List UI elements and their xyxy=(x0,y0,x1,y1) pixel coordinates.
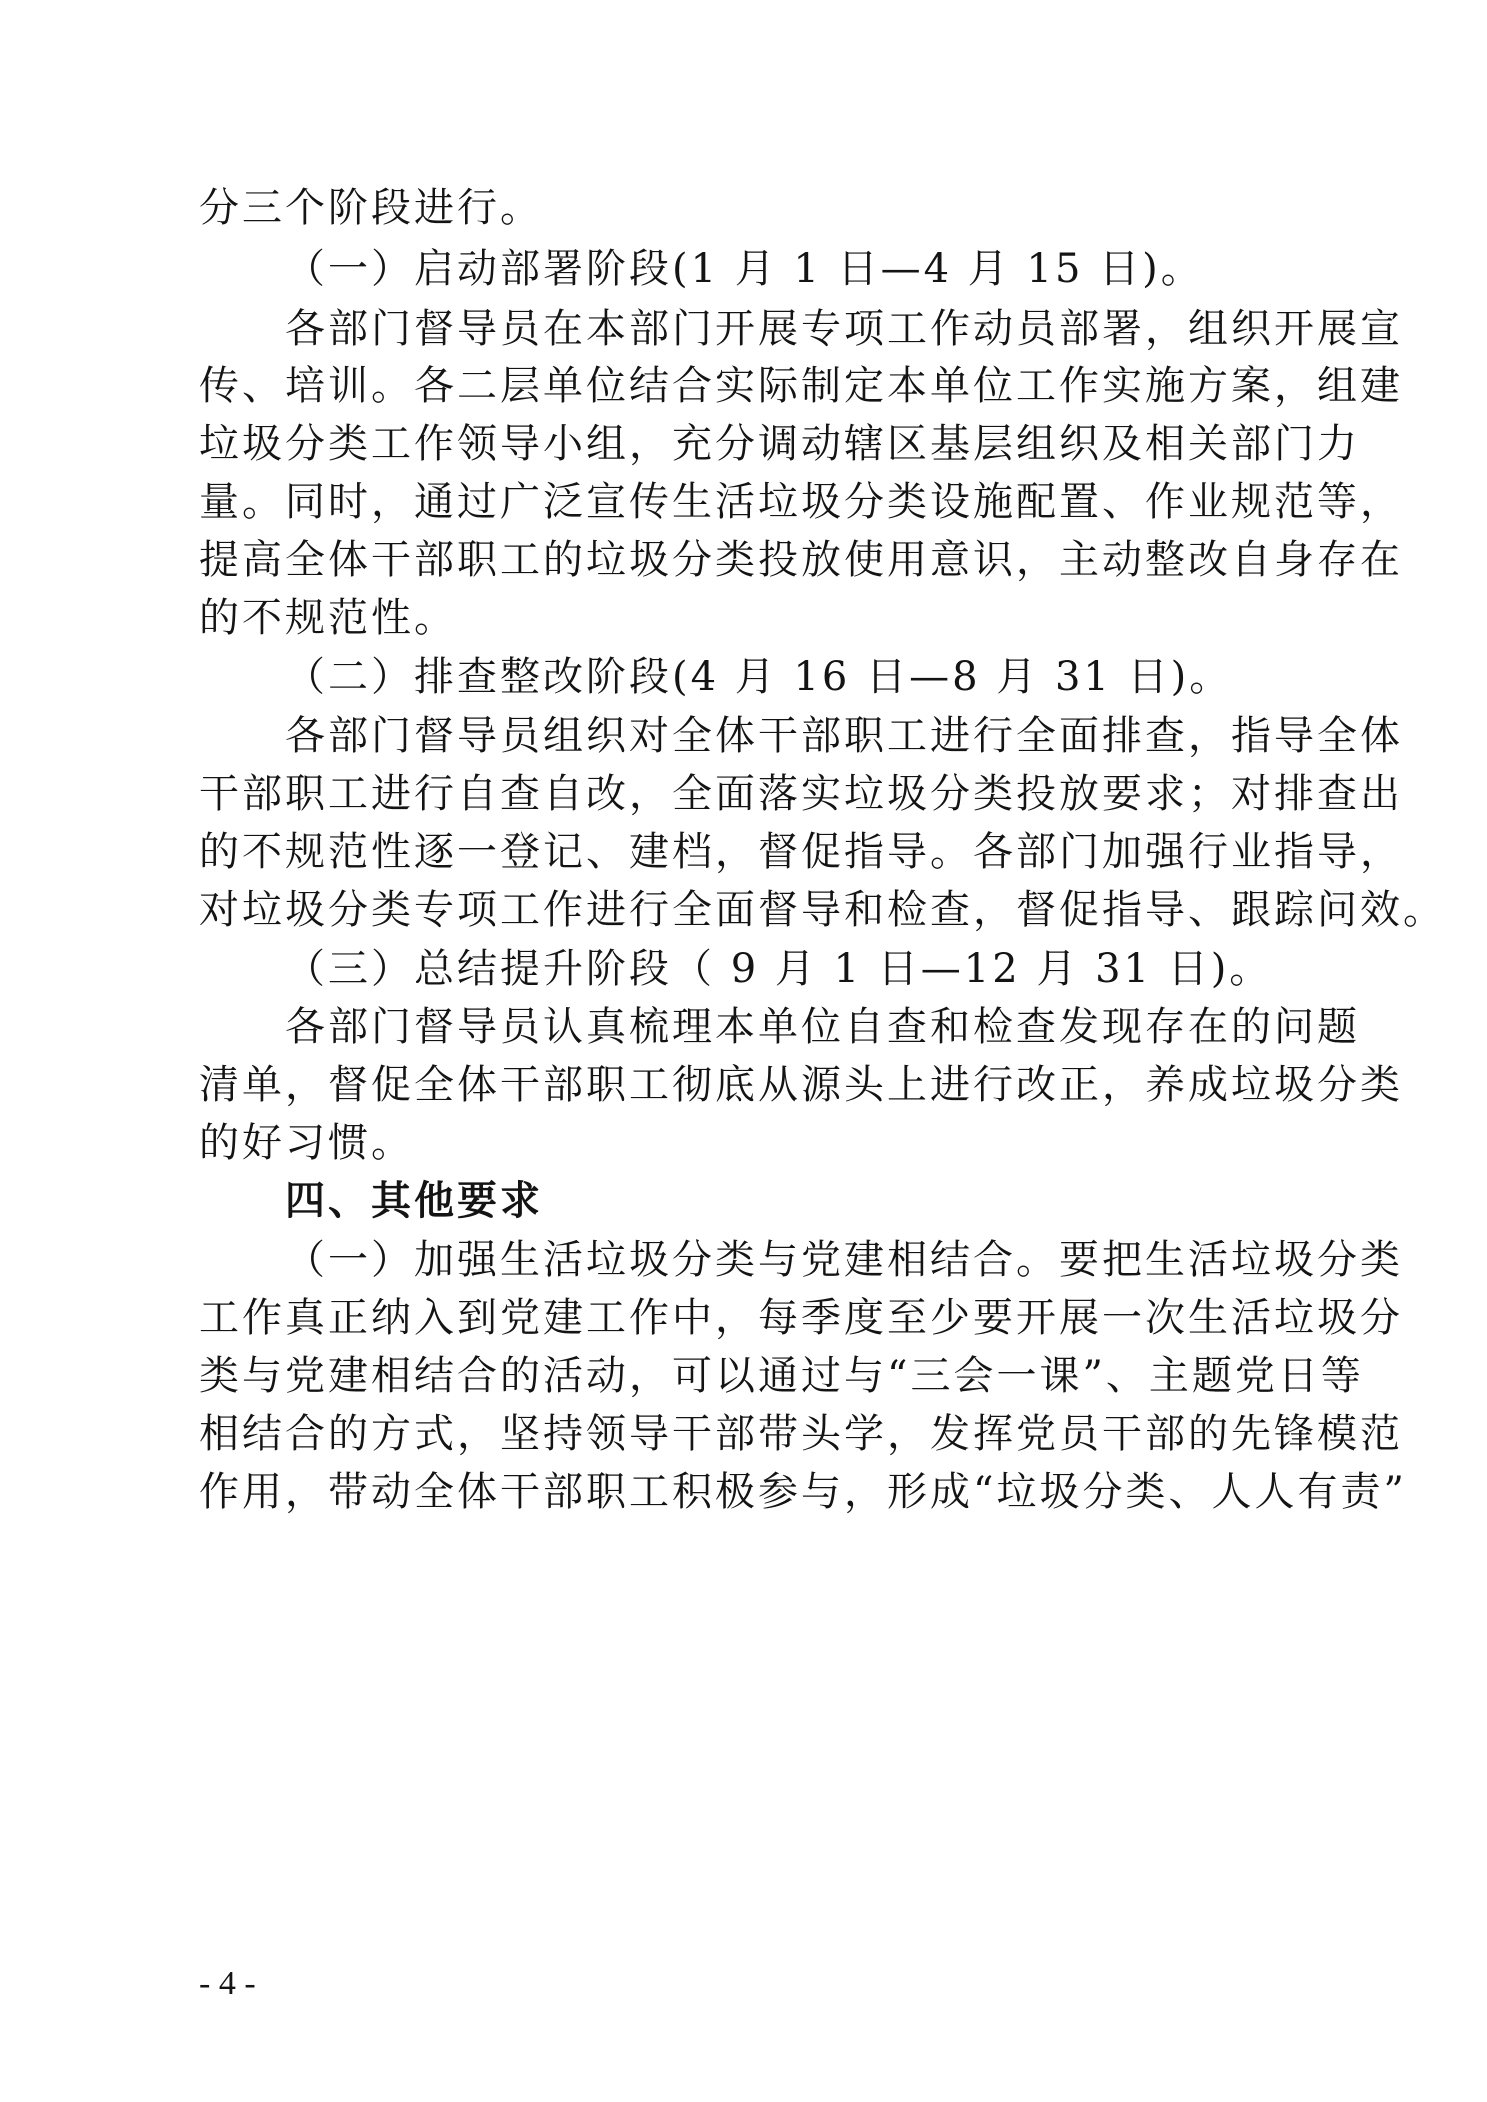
text-line: 传、培训。各二层单位结合实际制定本单位工作实施方案，组建 xyxy=(199,363,1403,409)
page-number: - 4 - xyxy=(199,1965,256,2002)
text-line: 垃圾分类工作领导小组，充分调动辖区基层组织及相关部门力 xyxy=(199,421,1360,467)
text-line: 各部门督导员认真梳理本单位自查和检查发现存在的问题 xyxy=(285,1004,1360,1050)
text-line: 量。同时，通过广泛宣传生活垃圾分类设施配置、作业规范等， xyxy=(199,479,1403,525)
text-line: 工作真正纳入到党建工作中，每季度至少要开展一次生活垃圾分 xyxy=(199,1295,1403,1341)
text-line: 提高全体干部职工的垃圾分类投放使用意识，主动整改自身存在 xyxy=(199,537,1403,583)
section-heading: 四、其他要求 xyxy=(285,1177,543,1224)
text-line: 对垃圾分类专项工作进行全面督导和检查，督促指导、跟踪问效。 xyxy=(199,887,1446,933)
text-line: 相结合的方式，坚持领导干部带头学，发挥党员干部的先锋模范 xyxy=(199,1411,1403,1457)
text-line: 的不规范性。 xyxy=(199,595,457,641)
text-line: 干部职工进行自查自改，全面落实垃圾分类投放要求；对排查出 xyxy=(199,771,1403,817)
text-line: 分三个阶段进行。 xyxy=(199,185,543,231)
stage-heading-inspection: （二）排查整改阶段(4 月 16 日—8 月 31 日)。 xyxy=(285,654,1233,700)
text-line: 类与党建相结合的活动，可以通过与“三会一课”、主题党日等 xyxy=(199,1353,1364,1399)
text-line: 清单，督促全体干部职工彻底从源头上进行改正，养成垃圾分类 xyxy=(199,1062,1403,1108)
stage-heading-summary: （三）总结提升阶段（ 9 月 1 日—12 月 31 日)。 xyxy=(285,946,1273,992)
text-line: 的不规范性逐一登记、建档，督促指导。各部门加强行业指导， xyxy=(199,829,1403,875)
text-line: （一）加强生活垃圾分类与党建相结合。要把生活垃圾分类 xyxy=(285,1237,1403,1283)
text-line: 各部门督导员组织对全体干部职工进行全面排查，指导全体 xyxy=(285,713,1403,759)
text-line: 各部门督导员在本部门开展专项工作动员部署，组织开展宣 xyxy=(285,306,1403,352)
stage-heading-startup: （一）启动部署阶段(1 月 1 日—4 月 15 日)。 xyxy=(285,246,1204,292)
text-line: 作用，带动全体干部职工积极参与，形成“垃圾分类、人人有责” xyxy=(199,1469,1407,1515)
text-line: 的好习惯。 xyxy=(199,1120,414,1166)
